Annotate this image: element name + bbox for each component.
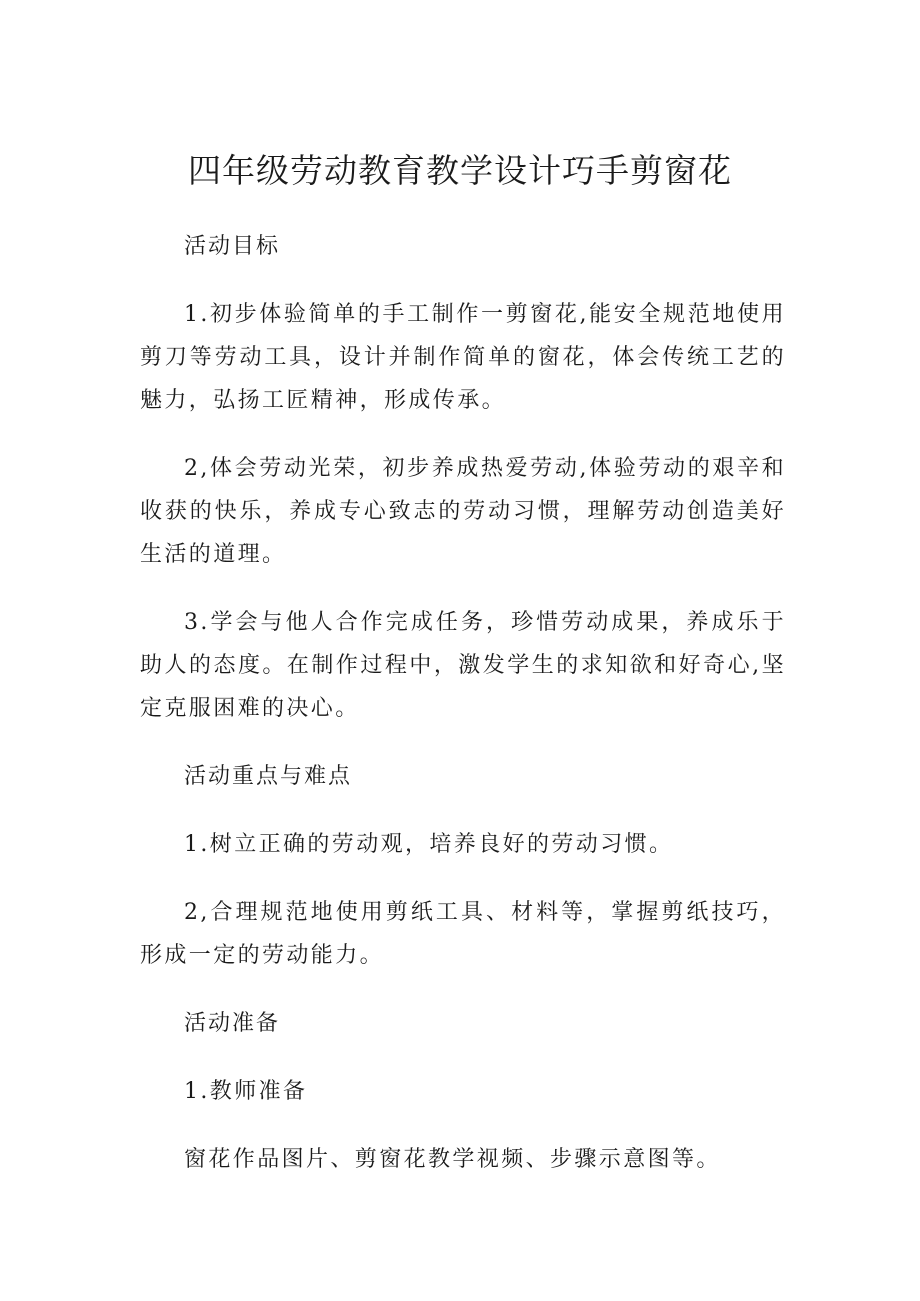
key-point-item-2: 2,合理规范地使用剪纸工具、材料等，掌握剪纸技巧，形成一定的劳动能力。 — [140, 900, 786, 968]
key-point-item-1: 1.树立正确的劳动观，培养良好的劳动习惯。 — [184, 832, 674, 857]
document-body — [140, 225, 786, 1206]
document-title: 四年级劳动教育教学设计巧手剪窗花 — [188, 151, 732, 190]
preparation-item-1: 1.教师准备 — [184, 1079, 308, 1104]
preparation-detail: 窗花作品图片、剪窗花教学视频、步骤示意图等。 — [184, 1147, 721, 1172]
section-heading-key-points: 活动重点与难点 — [184, 764, 353, 789]
section-heading-activity-goals: 活动目标 — [184, 234, 281, 259]
goal-item-1: 1.初步体验简单的手工制作一剪窗花,能安全规范地使用剪刀等劳动工具，设计并制作简单的窗花，体会传统工艺的魅力，弘扬工匠精神，形成传承。 — [140, 302, 786, 413]
goal-item-3: 3.学会与他人合作完成任务，珍惜劳动成果，养成乐于助人的态度。在制作过程中，激发学生的求知欲和好奇心,坚定克服困难的决心。 — [140, 610, 786, 721]
section-heading-preparation: 活动准备 — [184, 1011, 281, 1036]
goal-item-2: 2,体会劳动光荣，初步养成热爱劳动,体验劳动的艰辛和收获的快乐，养成专心致志的劳动习惯，理解劳动创造美好生活的道理。 — [140, 456, 786, 567]
